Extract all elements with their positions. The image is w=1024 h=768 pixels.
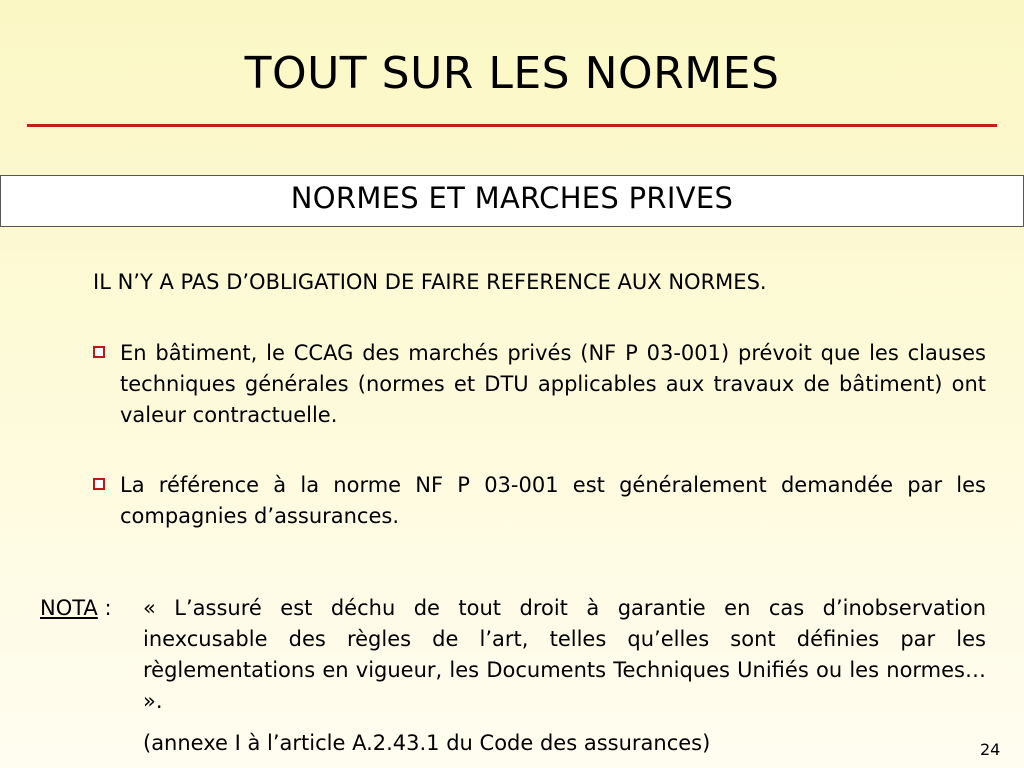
bullet-text: En bâtiment, le CCAG des marchés privés (NF P 03-001) prévoit que les clauses techniques générales (normes et DTU applicables aux travaux de bâtiment) ont valeur contractuelle. xyxy=(120,341,986,427)
bullet-text: La référence à la norme NF P 03-001 est généralement demandée par les compagnies d’assurances. xyxy=(120,473,986,528)
source-reference: (annexe I à l’article A.2.43.1 du Code des assurances) xyxy=(143,731,711,755)
nota-label-text: NOTA xyxy=(40,596,98,620)
slide-title: TOUT SUR LES NORMES xyxy=(244,48,780,99)
nota-quote: « L’assuré est déchu de tout droit à garantie en cas d’inobservation inexcusable des règles de l’art, telles qu’elles sont définies par les règlementations en vigueur, les Documents Techniques Unifiés ou les normes… ». xyxy=(143,596,986,713)
nota-separator: : xyxy=(97,596,112,620)
title-divider xyxy=(27,124,997,127)
page-number: 24 xyxy=(980,740,1001,759)
bullet-item xyxy=(93,470,986,532)
lead-statement: IL N’Y A PAS D’OBLIGATION DE FAIRE REFERENCE AUX NORMES. xyxy=(93,270,767,294)
nota-label xyxy=(40,593,112,624)
square-bullet-icon xyxy=(93,346,105,358)
square-bullet-icon xyxy=(93,478,105,490)
bullet-item xyxy=(93,338,986,431)
slide-subtitle: NORMES ET MARCHES PRIVES xyxy=(290,181,734,215)
